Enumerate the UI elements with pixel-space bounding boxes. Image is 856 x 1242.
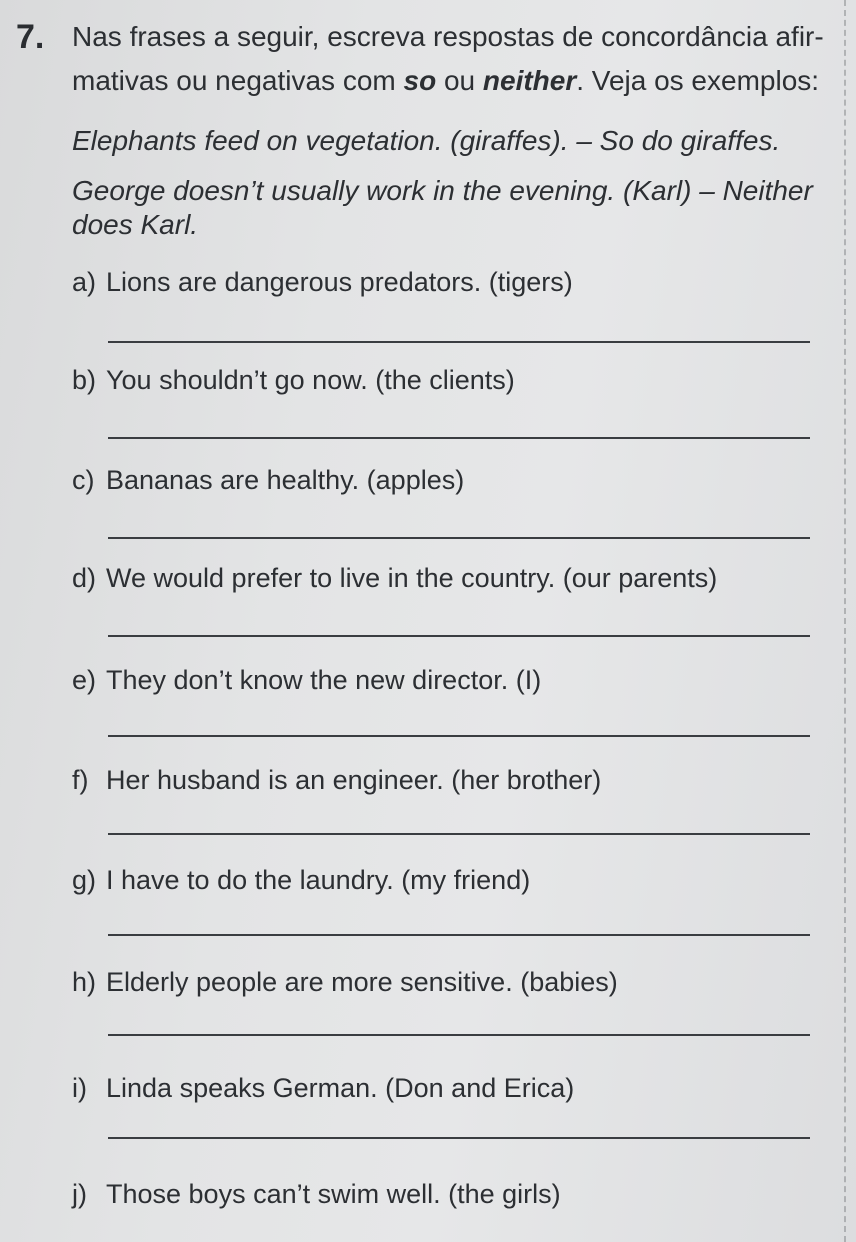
example-2-line-1: George doesn’t usually work in the evening. (Karl) – Neither [72,175,813,206]
answer-line-f[interactable] [108,833,810,835]
item-sentence: Her husband is an engineer. (her brother) [106,765,602,795]
instruction-text: mativas ou negativas com [72,65,404,96]
cut-line-dashed [844,0,846,1242]
item-letter: c) [72,465,95,495]
instruction-text: . Veja os exemplos: [576,65,820,96]
keyword-neither: neither [482,65,577,96]
answer-line-g[interactable] [108,934,810,936]
exercise-item-i [72,1072,574,1104]
example-1: Elephants feed on vegetation. (giraffes). – So do giraffes. [72,125,781,156]
item-letter: d) [72,563,97,593]
answer-line-c[interactable] [108,537,810,539]
answer-line-e[interactable] [108,735,810,737]
item-letter: e) [72,665,97,695]
exercise-number: 7. [16,18,45,56]
item-sentence: I have to do the laundry. (my friend) [106,865,531,895]
item-letter: b) [72,365,97,395]
item-sentence: Linda speaks German. (Don and Erica) [106,1073,575,1103]
keyword-so: so [403,65,437,96]
item-sentence: Lions are dangerous predators. (tigers) [106,267,573,297]
answer-line-d[interactable] [108,635,810,637]
exercise-item-j [72,1178,561,1210]
exercise-item-g [72,864,530,896]
item-letter: j) [72,1179,87,1209]
exercise-item-b [72,364,515,396]
item-sentence: Those boys can’t swim well. (the girls) [106,1179,561,1209]
item-sentence: Elderly people are more sensitive. (babies) [106,967,618,997]
instruction-line-1: Nas frases a seguir, escreva respostas de concordância afir- [72,21,824,52]
exercise-item-c [72,464,464,496]
item-sentence: We would prefer to live in the country. (our parents) [106,563,718,593]
instruction-text: ou [436,65,483,96]
exercise-item-a [72,266,573,298]
item-sentence: They don’t know the new director. (I) [106,665,542,695]
exercise-item-f [72,764,601,796]
example-2-line-2: does Karl. [72,209,199,240]
answer-line-h[interactable] [108,1034,810,1036]
answer-line-i[interactable] [108,1137,810,1139]
item-letter: h) [72,967,97,997]
answer-line-b[interactable] [108,437,810,439]
answer-line-a[interactable] [108,341,810,343]
item-letter: a) [72,267,97,297]
exercise-item-h [72,966,618,998]
instruction-line-2 [72,64,819,98]
item-letter: g) [72,865,97,895]
item-letter: f) [72,765,89,795]
item-sentence: You shouldn’t go now. (the clients) [106,365,515,395]
exercise-item-d [72,562,717,594]
item-sentence: Bananas are healthy. (apples) [106,465,465,495]
exercise-item-e [72,664,541,696]
item-letter: i) [72,1073,87,1103]
